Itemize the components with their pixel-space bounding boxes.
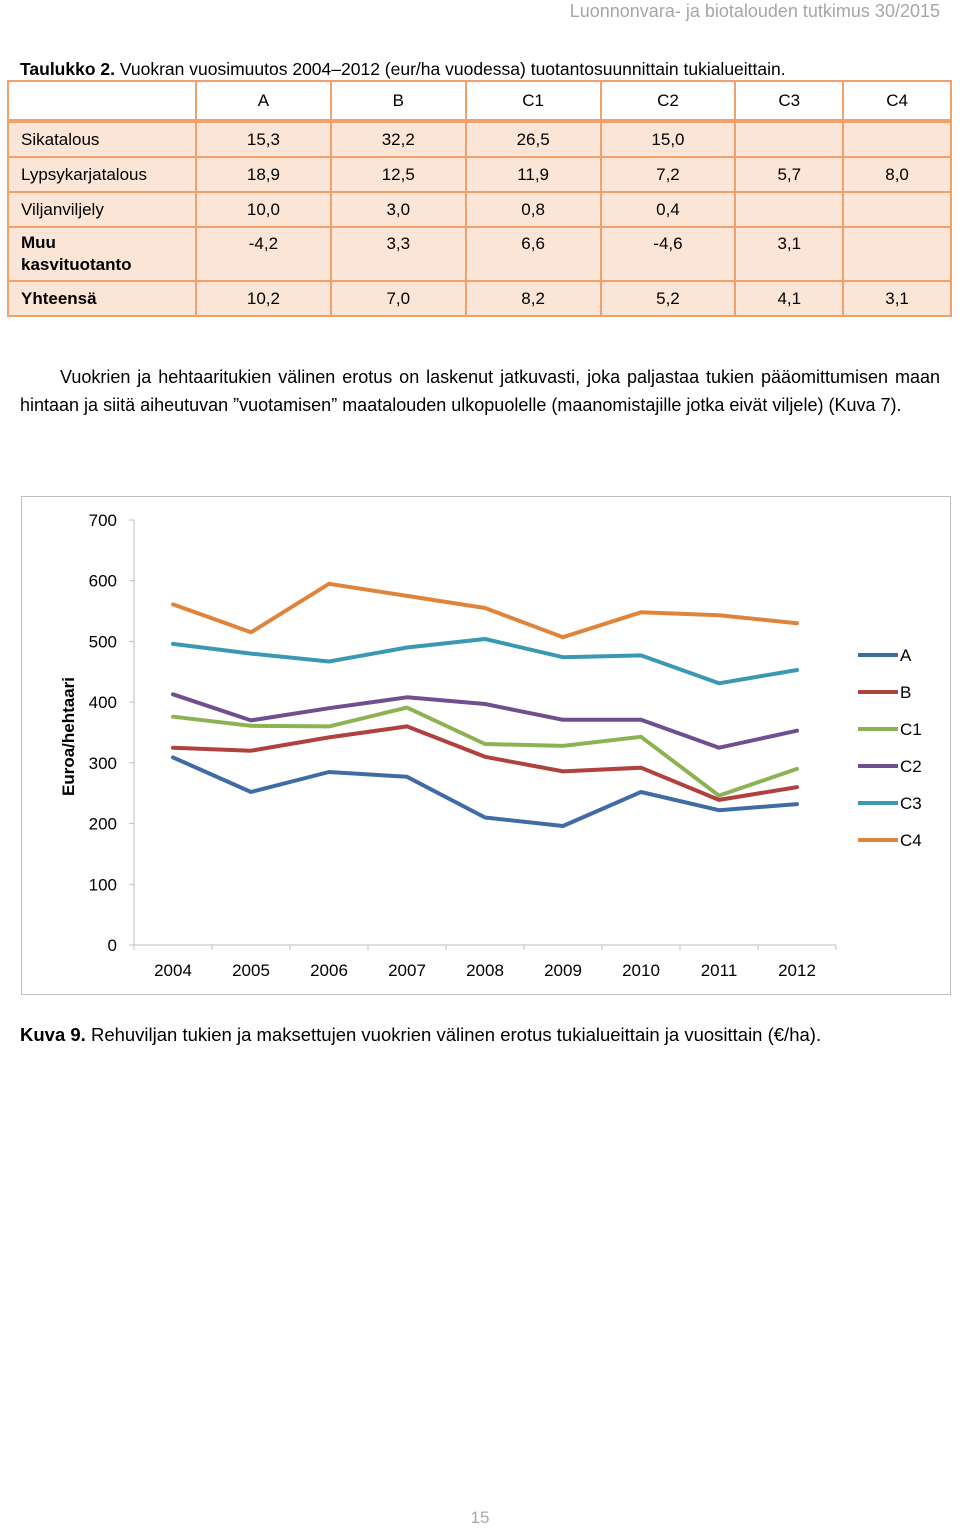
table-cell: 4,1 — [735, 281, 843, 316]
table-cell: 18,9 — [196, 157, 331, 192]
row-label — [8, 227, 196, 281]
table-cell: -4,6 — [601, 227, 736, 281]
column-header: C4 — [843, 81, 951, 121]
table-row — [8, 192, 951, 227]
x-tick-label: 2011 — [700, 961, 738, 980]
figure-caption-text: Rehuviljan tukien ja maksettujen vuokrien välinen erotus tukialueittain ja vuosittain (€/ha). — [85, 1024, 822, 1045]
table-cell: 3,3 — [331, 227, 466, 281]
figure-caption-label: Kuva 9. — [20, 1024, 86, 1045]
y-tick-label: 400 — [88, 693, 117, 713]
table-cell: 6,6 — [466, 227, 601, 281]
x-tick-label: 2006 — [310, 961, 348, 980]
table-cell: 3,1 — [843, 281, 951, 316]
table-cell: 0,8 — [466, 192, 601, 227]
table-corner-cell — [8, 81, 196, 121]
y-tick-label: 600 — [88, 571, 117, 591]
legend-label: C4 — [900, 831, 922, 850]
line-chart — [21, 496, 951, 995]
table-cell: 7,2 — [601, 157, 736, 192]
table-cell: 7,0 — [331, 281, 466, 316]
row-label: Yhteensä — [8, 281, 196, 316]
table-cell: 5,2 — [601, 281, 736, 316]
table-cell — [843, 192, 951, 227]
chart-svg — [22, 497, 950, 994]
legend-label: C2 — [900, 757, 922, 776]
table-cell: 5,7 — [735, 157, 843, 192]
table-cell: -4,2 — [196, 227, 331, 281]
x-tick-label: 2010 — [622, 961, 660, 980]
column-header: B — [331, 81, 466, 121]
legend-label: B — [900, 683, 912, 702]
x-tick-label: 2009 — [544, 961, 582, 980]
legend-label: A — [900, 646, 912, 665]
row-label: Sikatalous — [8, 121, 196, 157]
table-cell: 10,2 — [196, 281, 331, 316]
y-axis-title: Euroa/hehtaari — [59, 676, 78, 797]
table-cell: 11,9 — [466, 157, 601, 192]
y-tick-label: 500 — [88, 632, 117, 652]
table-total-row — [8, 281, 951, 316]
table-cell — [735, 192, 843, 227]
table-caption-text: Vuokran vuosimuutos 2004–2012 (eur/ha vuodessa) tuotantosuunnittain tukialueittain. — [114, 59, 786, 79]
body-paragraph-text: Vuokrien ja hehtaaritukien välinen erotus on laskenut jatkuvasti, joka paljastaa tukien pääomittumisen maan hintaan ja siitä aiheutuvan ”vuotamisen” maatalouden ulkopuolelle (maanomistajille jotka eivät viljele) (Kuva 7). — [20, 367, 940, 415]
y-tick-label: 300 — [88, 753, 117, 773]
y-tick-label: 700 — [88, 511, 117, 530]
table-cell: 12,5 — [331, 157, 466, 192]
row-label: Lypsykarjatalous — [8, 157, 196, 192]
table-cell: 8,0 — [843, 157, 951, 192]
table-row — [8, 157, 951, 192]
table-header-row — [8, 81, 951, 121]
y-tick-label: 100 — [88, 875, 117, 895]
x-tick-label: 2004 — [154, 961, 192, 980]
running-header: Luonnonvara- ja biotalouden tutkimus 30/2015 — [569, 1, 940, 21]
series-line-c1 — [173, 708, 797, 796]
series-line-c4 — [173, 584, 797, 637]
legend-label: C3 — [900, 794, 922, 813]
table-cell: 0,4 — [601, 192, 736, 227]
row-label-line: Muu — [21, 233, 56, 252]
body-paragraph — [20, 363, 940, 419]
table-cell: 8,2 — [466, 281, 601, 316]
table-row — [8, 121, 951, 157]
column-header: C3 — [735, 81, 843, 121]
legend-label: C1 — [900, 720, 922, 739]
table-cell — [843, 227, 951, 281]
table-cell: 15,0 — [601, 121, 736, 157]
y-tick-label: 0 — [107, 936, 117, 955]
column-header: A — [196, 81, 331, 121]
y-tick-label: 200 — [88, 814, 117, 834]
table-cell: 3,1 — [735, 227, 843, 281]
page-number: 15 — [470, 1508, 490, 1527]
table-cell — [735, 121, 843, 157]
x-tick-label: 2005 — [232, 961, 270, 980]
table-cell: 3,0 — [331, 192, 466, 227]
table-caption-label: Taulukko 2. — [20, 59, 115, 79]
row-label-line: kasvituotanto — [21, 255, 132, 274]
series-line-c3 — [173, 639, 797, 683]
rent-change-table — [7, 80, 952, 317]
x-tick-label: 2012 — [778, 961, 816, 980]
column-header: C1 — [466, 81, 601, 121]
table-cell: 15,3 — [196, 121, 331, 157]
table-row — [8, 227, 951, 281]
column-header: C2 — [601, 81, 736, 121]
series-line-c2 — [173, 694, 797, 747]
table-cell: 32,2 — [331, 121, 466, 157]
x-tick-label: 2007 — [388, 961, 426, 980]
x-tick-label: 2008 — [466, 961, 504, 980]
table-cell: 10,0 — [196, 192, 331, 227]
figure-caption — [20, 1022, 950, 1048]
table-cell: 26,5 — [466, 121, 601, 157]
table-caption — [20, 58, 950, 80]
table-cell — [843, 121, 951, 157]
row-label: Viljanviljely — [8, 192, 196, 227]
